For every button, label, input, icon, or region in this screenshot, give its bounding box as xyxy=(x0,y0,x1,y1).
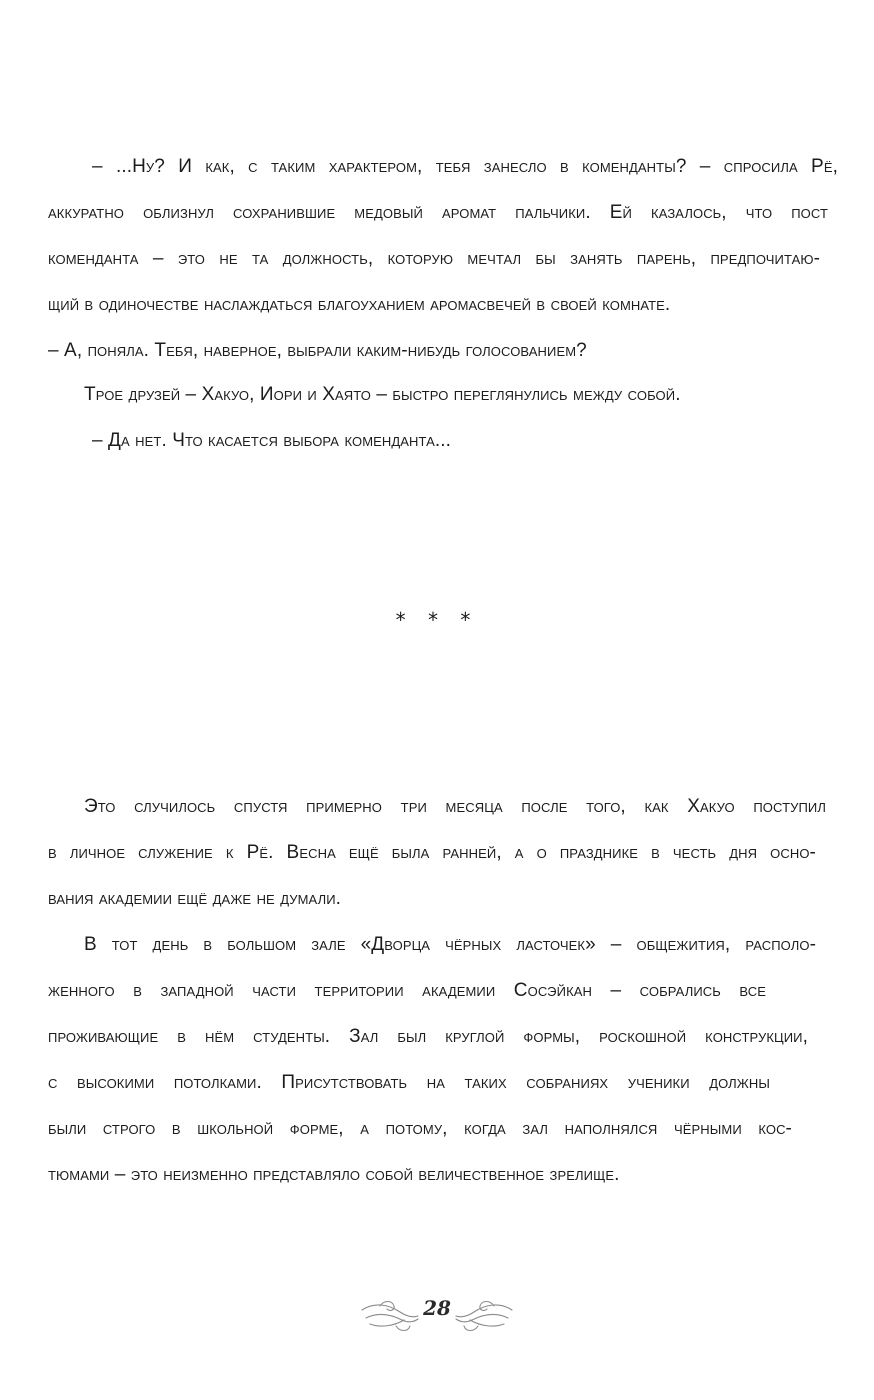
paragraph-line: В тот день в большом зале «Дворца чёрных ласточек» – общежития, располо- xyxy=(84,934,816,955)
paragraph-line: щий в одиночестве наслаждаться благоуханием аромасвечей в своей комнате. xyxy=(48,294,671,315)
paragraph-line: проживающие в нём студенты. Зал был круглой формы, роскошной конструкции, xyxy=(48,1026,808,1047)
paragraph-line: тюмами – это неизменно представляло собой величественное зрелище. xyxy=(48,1164,620,1185)
page-number: 28 xyxy=(423,1296,451,1320)
paragraph-line: были строго в школьной форме, а потому, когда зал наполнялся чёрными кос- xyxy=(48,1118,792,1139)
paragraph-line: Это случилось спустя примерно три месяца после того, как Хакуо поступил xyxy=(84,796,826,817)
paragraph-line: коменданта – это не та должность, которую мечтал бы занять парень, предпочитаю- xyxy=(48,248,820,269)
page-footer xyxy=(360,1292,514,1338)
paragraph: Трое друзей – Хакуо, Иори и Хаято – быстро переглянулись между собой. xyxy=(84,384,681,405)
paragraph-line: женного в западной части территории академии Сосэйкан – собрались все xyxy=(48,980,766,1001)
scene-break: * * * xyxy=(395,608,479,632)
paragraph-line: вания академии ещё даже не думали. xyxy=(48,888,342,909)
paragraph-line: в личное служение к Рё. Весна ещё была ранней, а о празднике в честь дня осно- xyxy=(48,842,816,863)
paragraph: – Да нет. Что касается выбора коменданта... xyxy=(92,430,452,451)
paragraph-line: аккуратно облизнул сохранившие медовый аромат пальчики. Ей казалось, что пост xyxy=(48,202,828,223)
paragraph: – А, поняла. Тебя, наверное, выбрали каким-нибудь голосованием? xyxy=(48,340,587,361)
paragraph-line: с высокими потолками. Присутствовать на таких собраниях ученики должны xyxy=(48,1072,770,1093)
paragraph-line: – ...Ну? И как, с таким характером, тебя занесло в коменданты? – спросила Рё, xyxy=(92,156,838,177)
